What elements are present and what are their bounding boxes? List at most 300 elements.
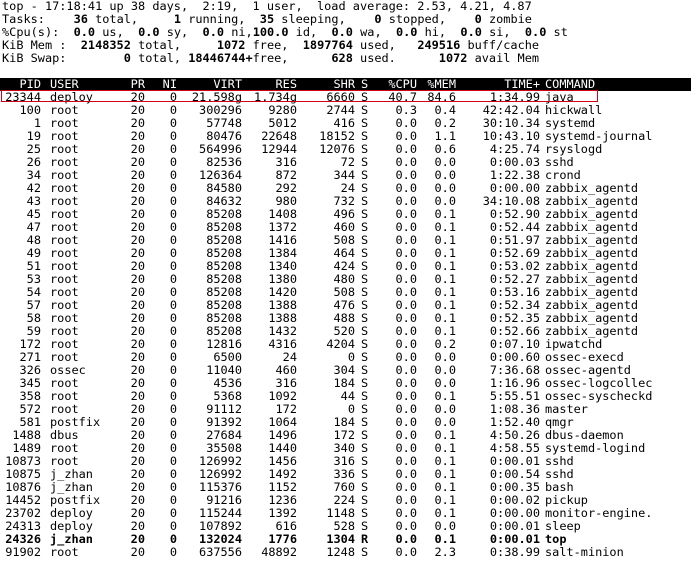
cell-pid: 1488 [12,428,41,442]
cell-pr: 20 [130,506,145,520]
cell-virt: 5368 [213,389,242,403]
cpu-us: 0.0 [73,25,96,39]
cell-res: 292 [275,181,297,195]
column-header-cpu: %CPU [388,77,417,91]
mem-used: 1897764 [302,38,353,52]
cell-res: 1440 [268,441,297,455]
tasks-running-label: running, [188,12,246,26]
cell-time: 0:07.10 [489,337,540,351]
cell-cpu: 0.0 [395,454,417,468]
cpu-sy: 0.0 [138,25,160,39]
cell-res: 48892 [261,545,297,559]
cell-time: 0:00.03 [489,155,540,169]
cell-res: 12944 [261,142,297,156]
cell-s: S [361,428,369,442]
cell-cmd: sleep [545,519,581,533]
cell-s: S [361,337,369,351]
cell-shr: 520 [333,324,355,338]
cell-cpu: 0.0 [395,220,417,234]
cell-cmd: zabbix_agentd [545,298,639,312]
cell-pr: 20 [130,181,145,195]
cell-cmd: master [545,402,588,416]
cell-pid: 26 [26,155,41,169]
cell-user: dbus [50,428,79,442]
cell-user: root [50,168,79,182]
cell-user: deploy [50,519,93,533]
cell-time: 0:00.01 [489,532,540,546]
cell-mem: 0.1 [434,428,456,442]
cell-shr: 6660 [326,90,355,104]
cpu-id: 100.0 [252,25,289,39]
cell-pid: 51 [26,259,41,273]
cell-pid: 42 [26,181,41,195]
cell-pid: 24326 [5,532,41,546]
cell-ni: 0 [169,181,177,195]
column-header-user: USER [50,77,79,91]
cell-pid: 326 [19,363,41,377]
cell-cmd: dbus-daemon [545,428,624,442]
cell-ni: 0 [169,155,177,169]
cell-pr: 20 [130,467,145,481]
cpu-ni: 0.0 [202,25,225,39]
cell-pr: 20 [130,129,145,143]
cell-pr: 20 [130,545,145,559]
cell-time: 0:00.01 [489,519,540,533]
cell-cpu: 0.0 [395,168,417,182]
cell-pr: 20 [130,324,145,338]
cell-s: S [361,389,369,403]
cell-cmd: ossec-execd [545,350,624,364]
cell-mem: 0.0 [434,350,456,364]
cell-pr: 20 [130,298,145,312]
cell-ni: 0 [169,207,177,221]
cell-virt: 85208 [206,233,242,247]
cell-mem: 0.1 [434,324,456,338]
cell-ni: 0 [169,142,177,156]
cell-mem: 0.0 [434,415,456,429]
cell-cpu: 0.0 [395,272,417,286]
cell-ni: 0 [169,116,177,130]
cell-shr: 0 [347,402,355,416]
cell-time: 0:52.69 [489,246,540,260]
cell-shr: 1148 [326,506,355,520]
cell-time: 0:52.34 [489,298,540,312]
cell-shr: 172 [333,428,355,442]
cell-time: 0:38.99 [489,545,540,559]
highlight-box [1,90,598,102]
cell-time: 0:52.90 [489,207,540,221]
swap-free: 18446744+ [188,51,253,65]
cell-cpu: 0.0 [395,116,417,130]
cell-ni: 0 [169,220,177,234]
cell-virt: 126364 [199,168,242,182]
cell-res: 1456 [268,454,297,468]
cell-mem: 0.0 [434,402,456,416]
cell-cmd: zabbix_agentd [545,220,639,234]
cell-pid: 43 [26,194,41,208]
tasks-sleeping-label: sleeping, [281,12,346,26]
cell-s: S [361,350,369,364]
cpu-wa-label: wa, [360,25,382,39]
cell-cpu: 0.0 [395,402,417,416]
cell-mem: 0.1 [434,467,456,481]
cell-cpu: 0.0 [395,142,417,156]
cell-res: 1384 [268,246,297,260]
cell-ni: 0 [169,272,177,286]
cell-ni: 0 [169,493,177,507]
column-header-pr: PR [130,77,145,91]
cell-res: 1388 [268,311,297,325]
cell-s: S [361,480,369,494]
cell-cmd: zabbix_agentd [545,194,639,208]
cell-shr: 184 [333,376,355,390]
cell-virt: 85208 [206,285,242,299]
cell-cpu: 0.3 [395,103,417,117]
cell-user: root [50,311,79,325]
cell-cmd: sshd [545,467,574,481]
cell-cmd: hickwall [545,103,603,117]
cell-cmd: java [545,90,574,104]
cell-time: 0:52.27 [489,272,540,286]
cell-res: 980 [275,194,297,208]
cell-user: root [50,454,79,468]
cell-cpu: 0.0 [395,337,417,351]
cell-virt: 35508 [206,441,242,455]
cell-virt: 27684 [206,428,242,442]
cell-res: 9280 [268,103,297,117]
cell-s: S [361,168,369,182]
cell-cmd: systemd-logind [545,441,646,455]
cell-s: S [361,467,369,481]
cell-shr: 184 [333,415,355,429]
cell-cpu: 0.0 [395,246,417,260]
cell-ni: 0 [169,454,177,468]
cell-s: S [361,181,369,195]
cell-res: 1092 [268,389,297,403]
cell-ni: 0 [169,90,177,104]
cell-mem: 0.1 [434,532,456,546]
cell-ni: 0 [169,467,177,481]
cell-time: 1:52.40 [489,415,540,429]
column-header-virt: VIRT [213,77,242,91]
cell-mem: 0.0 [434,376,456,390]
column-header-pid: PID [19,77,41,91]
cell-time: 1:16.96 [489,376,540,390]
cell-cpu: 0.0 [395,467,417,481]
cell-cmd: ipwatchd [545,337,603,351]
cell-shr: 1304 [326,532,355,546]
cell-cmd: qmgr [545,415,574,429]
cell-shr: 476 [333,298,355,312]
cell-shr: 72 [340,155,355,169]
cell-cpu: 0.0 [395,129,417,143]
cell-shr: 304 [333,363,355,377]
cell-pid: 54 [26,285,41,299]
column-header-time: TIME+ [504,77,540,91]
cell-time: 0:00.00 [489,506,540,520]
cell-pr: 20 [130,233,145,247]
cell-user: root [50,194,79,208]
cell-s: S [361,220,369,234]
cell-cpu: 0.0 [395,233,417,247]
cell-shr: 0 [347,350,355,364]
cell-s: S [361,441,369,455]
cell-pid: 57 [26,298,41,312]
cell-time: 0:52.44 [489,220,540,234]
cell-res: 1340 [268,259,297,273]
mem-free-label: free, [252,38,289,52]
cell-virt: 85208 [206,246,242,260]
cell-cpu: 0.0 [395,194,417,208]
cell-user: root [50,233,79,247]
cell-cmd: zabbix_agentd [545,324,639,338]
cell-res: 316 [275,376,297,390]
cell-pr: 20 [130,415,145,429]
cell-time: 34:10.08 [482,194,540,208]
cell-mem: 0.1 [434,493,456,507]
tasks-zombie: 0 [474,12,482,26]
cell-pr: 20 [130,246,145,260]
cell-s: S [361,298,369,312]
cell-mem: 0.1 [434,220,456,234]
tasks-stopped: 0 [374,12,382,26]
cell-time: 4:25.74 [489,142,540,156]
cell-pid: 581 [19,415,41,429]
cell-time: 0:00.35 [489,480,540,494]
cell-virt: 85208 [206,298,242,312]
cell-pr: 20 [130,207,145,221]
cell-cpu: 0.0 [395,155,417,169]
tasks-label: Tasks: [2,12,45,26]
cell-mem: 0.1 [434,272,456,286]
cell-s: S [361,233,369,247]
cell-pr: 20 [130,311,145,325]
cell-mem: 0.2 [434,337,456,351]
cell-mem: 0.1 [434,311,456,325]
mem-label: KiB Mem : [2,38,67,52]
cell-pr: 20 [130,532,145,546]
cell-res: 22648 [261,129,297,143]
cell-mem: 0.1 [434,389,456,403]
cell-s: S [361,402,369,416]
cell-virt: 91112 [206,402,242,416]
cell-shr: 4204 [326,337,355,351]
cell-res: 1152 [268,480,297,494]
cell-pr: 20 [130,168,145,182]
cell-mem: 2.3 [434,545,456,559]
cell-mem: 0.0 [434,168,456,182]
cell-mem: 0.1 [434,298,456,312]
cell-ni: 0 [169,532,177,546]
cell-cmd: zabbix_agentd [545,311,639,325]
cell-time: 4:58.55 [489,441,540,455]
cell-time: 0:00.01 [489,454,540,468]
cell-res: 316 [275,155,297,169]
cell-pid: 10873 [5,454,41,468]
cell-user: j_zhan [50,467,93,481]
cell-res: 1064 [268,415,297,429]
cpu-si-label: si, [489,25,511,39]
cell-mem: 0.1 [434,480,456,494]
cell-s: S [361,246,369,260]
cell-s: S [361,129,369,143]
cell-pr: 20 [130,103,145,117]
cell-time: 0:51.97 [489,233,540,247]
cell-mem: 1.1 [434,129,456,143]
cell-time: 0:53.02 [489,259,540,273]
tasks-stopped-label: stopped, [388,12,446,26]
cell-cmd: ossec-logcollec [545,376,653,390]
cell-ni: 0 [169,298,177,312]
column-header-res: RES [275,77,297,91]
cell-res: 460 [275,363,297,377]
cell-virt: 107892 [199,519,242,533]
cell-shr: 316 [333,454,355,468]
tasks-sleeping: 35 [259,12,275,26]
cell-res: 1.734g [254,90,297,104]
cell-cmd: zabbix_agentd [545,285,639,299]
cell-shr: 12076 [319,142,355,156]
cell-pr: 20 [130,428,145,442]
cell-time: 0:00.60 [489,350,540,364]
cell-pid: 58 [26,311,41,325]
cell-cmd: systemd-journal [545,129,653,143]
cell-time: 7:36.68 [489,363,540,377]
cell-pr: 20 [130,220,145,234]
cell-shr: 44 [340,389,355,403]
cell-cpu: 0.0 [395,493,417,507]
cell-pid: 358 [19,389,41,403]
cell-s: S [361,454,369,468]
cell-user: root [50,142,79,156]
column-header-mem: %MEM [427,77,456,91]
cell-shr: 460 [333,220,355,234]
cell-shr: 488 [333,311,355,325]
cell-s: S [361,311,369,325]
cell-cpu: 0.0 [395,285,417,299]
cell-virt: 84632 [206,194,242,208]
cell-shr: 336 [333,467,355,481]
cell-virt: 115244 [199,506,242,520]
cell-res: 1492 [268,467,297,481]
cell-time: 4:50.26 [489,428,540,442]
cell-virt: 85208 [206,311,242,325]
cell-user: root [50,181,79,195]
cell-shr: 760 [333,480,355,494]
cell-cpu: 0.0 [395,350,417,364]
cell-pr: 20 [130,337,145,351]
cell-cmd: zabbix_agentd [545,233,639,247]
cell-shr: 224 [333,493,355,507]
cell-cmd: sshd [545,155,574,169]
cell-virt: 11040 [206,363,242,377]
cell-ni: 0 [169,194,177,208]
swap-used-label: used. [360,51,396,65]
swap-avail-label: avail Mem [474,51,540,65]
cell-time: 0:00.02 [489,493,540,507]
cell-s: S [361,493,369,507]
cell-shr: 2744 [326,103,355,117]
cell-cpu: 0.0 [395,415,417,429]
cell-ni: 0 [169,311,177,325]
table-row [0,546,691,559]
swap-label: KiB Swap: [2,51,67,65]
column-header-s: S [361,77,369,91]
cell-time: 1:08.36 [489,402,540,416]
cell-res: 24 [282,350,297,364]
cell-ni: 0 [169,415,177,429]
cell-pid: 1 [33,116,41,130]
cell-s: S [361,363,369,377]
cell-pid: 91902 [5,545,41,559]
cpu-st-label: st [553,25,568,39]
cell-virt: 132024 [199,532,242,546]
cell-user: root [50,376,79,390]
cell-cmd: zabbix_agentd [545,272,639,286]
cell-virt: 91392 [206,415,242,429]
cell-virt: 80476 [206,129,242,143]
mem-total: 2148352 [80,38,131,52]
cell-user: root [50,272,79,286]
cell-s: S [361,415,369,429]
cell-user: root [50,441,79,455]
cell-res: 5012 [268,116,297,130]
cell-mem: 0.1 [434,246,456,260]
cell-mem: 0.4 [434,103,456,117]
cell-mem: 0.0 [434,194,456,208]
cell-s: S [361,376,369,390]
cell-user: root [50,220,79,234]
cell-user: root [50,246,79,260]
cell-time: 30:10.34 [482,116,540,130]
cell-pid: 45 [26,207,41,221]
cpu-wa: 0.0 [331,25,353,39]
cell-shr: 496 [333,207,355,221]
cell-user: ossec [50,363,86,377]
swap-used: 628 [331,51,353,65]
cell-cmd: zabbix_agentd [545,246,639,260]
cell-ni: 0 [169,389,177,403]
tasks-zombie-label: zombie [488,12,532,26]
cell-s: S [361,103,369,117]
cell-pid: 47 [26,220,41,234]
cell-cpu: 0.0 [395,519,417,533]
cell-mem: 0.6 [434,142,456,156]
cell-pid: 172 [19,337,41,351]
cell-shr: 508 [333,233,355,247]
mem-buff: 249516 [417,38,461,52]
cell-mem: 0.1 [434,454,456,468]
cell-pr: 20 [130,480,145,494]
cell-virt: 85208 [206,220,242,234]
cell-mem: 0.0 [434,155,456,169]
cell-res: 1408 [268,207,297,221]
cell-pid: 25 [26,142,41,156]
cell-cpu: 0.0 [395,441,417,455]
cell-cmd: bash [545,480,574,494]
tasks-total: 36 [73,12,88,26]
cell-res: 4316 [268,337,297,351]
cell-pid: 10876 [5,480,41,494]
cell-user: j_zhan [50,480,93,494]
cell-pid: 23344 [5,90,41,104]
cell-cpu: 0.0 [395,324,417,338]
cell-user: root [50,350,79,364]
cell-ni: 0 [169,233,177,247]
cell-shr: 18152 [319,129,355,143]
cell-cpu: 0.0 [395,506,417,520]
cell-mem: 0.0 [434,519,456,533]
